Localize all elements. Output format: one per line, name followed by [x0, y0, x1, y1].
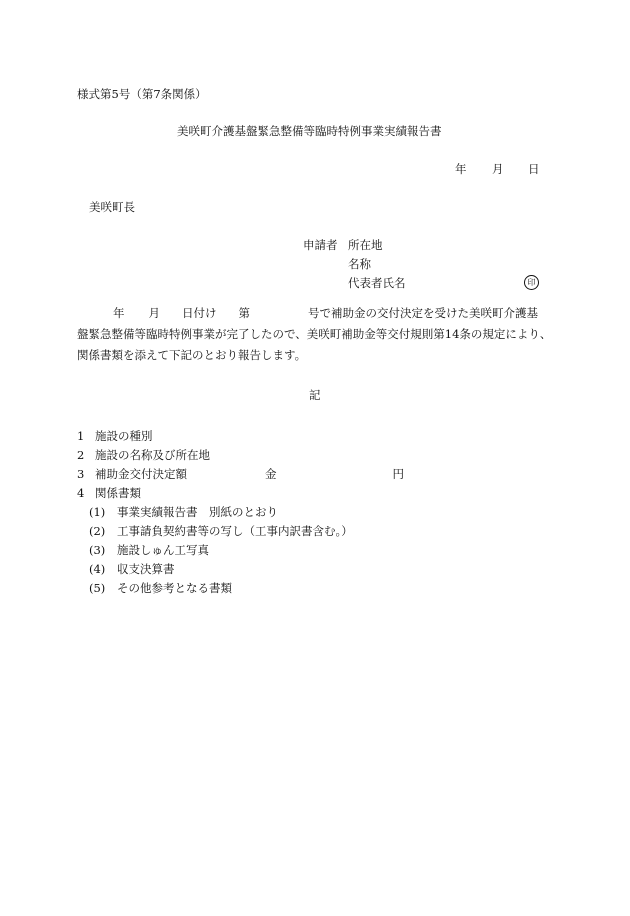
body-date-suffix: 日付け: [182, 306, 217, 320]
yen-label: 円: [392, 467, 404, 481]
applicant-address-label: 所在地: [348, 238, 383, 252]
item-list: [77, 427, 404, 598]
addressee: 美咲町長: [89, 200, 135, 214]
applicant-representative-label: 代表者氏名: [348, 276, 406, 290]
form-label: 様式第5号（第7条関係）: [77, 87, 207, 101]
seal-mark: 印: [524, 275, 539, 290]
date-day: 日: [528, 162, 540, 176]
list-item: 2 施設の名称及び所在地: [77, 448, 210, 462]
date-year: 年: [455, 162, 467, 176]
body-month: 月: [148, 306, 160, 320]
sub-list-item: (3) 施設しゅん工写真: [89, 543, 209, 557]
date-month: 月: [492, 162, 504, 176]
list-item: 1 施設の種別: [77, 429, 153, 443]
sub-list-item: (2) 工事請負契約書等の写し（工事内訳書含む。）: [89, 524, 353, 538]
body-line1-rest: 号で補助金の交付決定を受けた美咲町介護基: [308, 306, 538, 320]
body-line-3: 関係書類を添えて下記のとおり報告します。: [77, 348, 307, 362]
applicant-label: 申請者: [303, 238, 338, 252]
body-line-1: [77, 303, 555, 324]
sub-list-item: (4) 収支決算書: [89, 562, 175, 576]
body-line-2: 盤緊急整備等臨時特例事業が完了したので、美咲町補助金等交付規則第14条の規定により、: [77, 327, 552, 341]
sub-list-item: (5) その他参考となる書類: [89, 581, 232, 595]
sub-list-item: (1) 事業実績報告書 別紙のとおり: [89, 505, 278, 519]
list-item: 3 補助金交付決定額 金 円: [77, 467, 404, 481]
kin-label: 金: [265, 467, 277, 481]
applicant-name-label: 名称: [348, 257, 371, 271]
ki-heading: 記: [309, 388, 321, 402]
body-dai: 第: [238, 306, 250, 320]
report-body: [77, 303, 555, 366]
list-item: 4 関係書類: [77, 486, 141, 500]
body-year: 年: [113, 306, 125, 320]
document-title: 美咲町介護基盤緊急整備等臨時特例事業実績報告書: [177, 124, 442, 138]
